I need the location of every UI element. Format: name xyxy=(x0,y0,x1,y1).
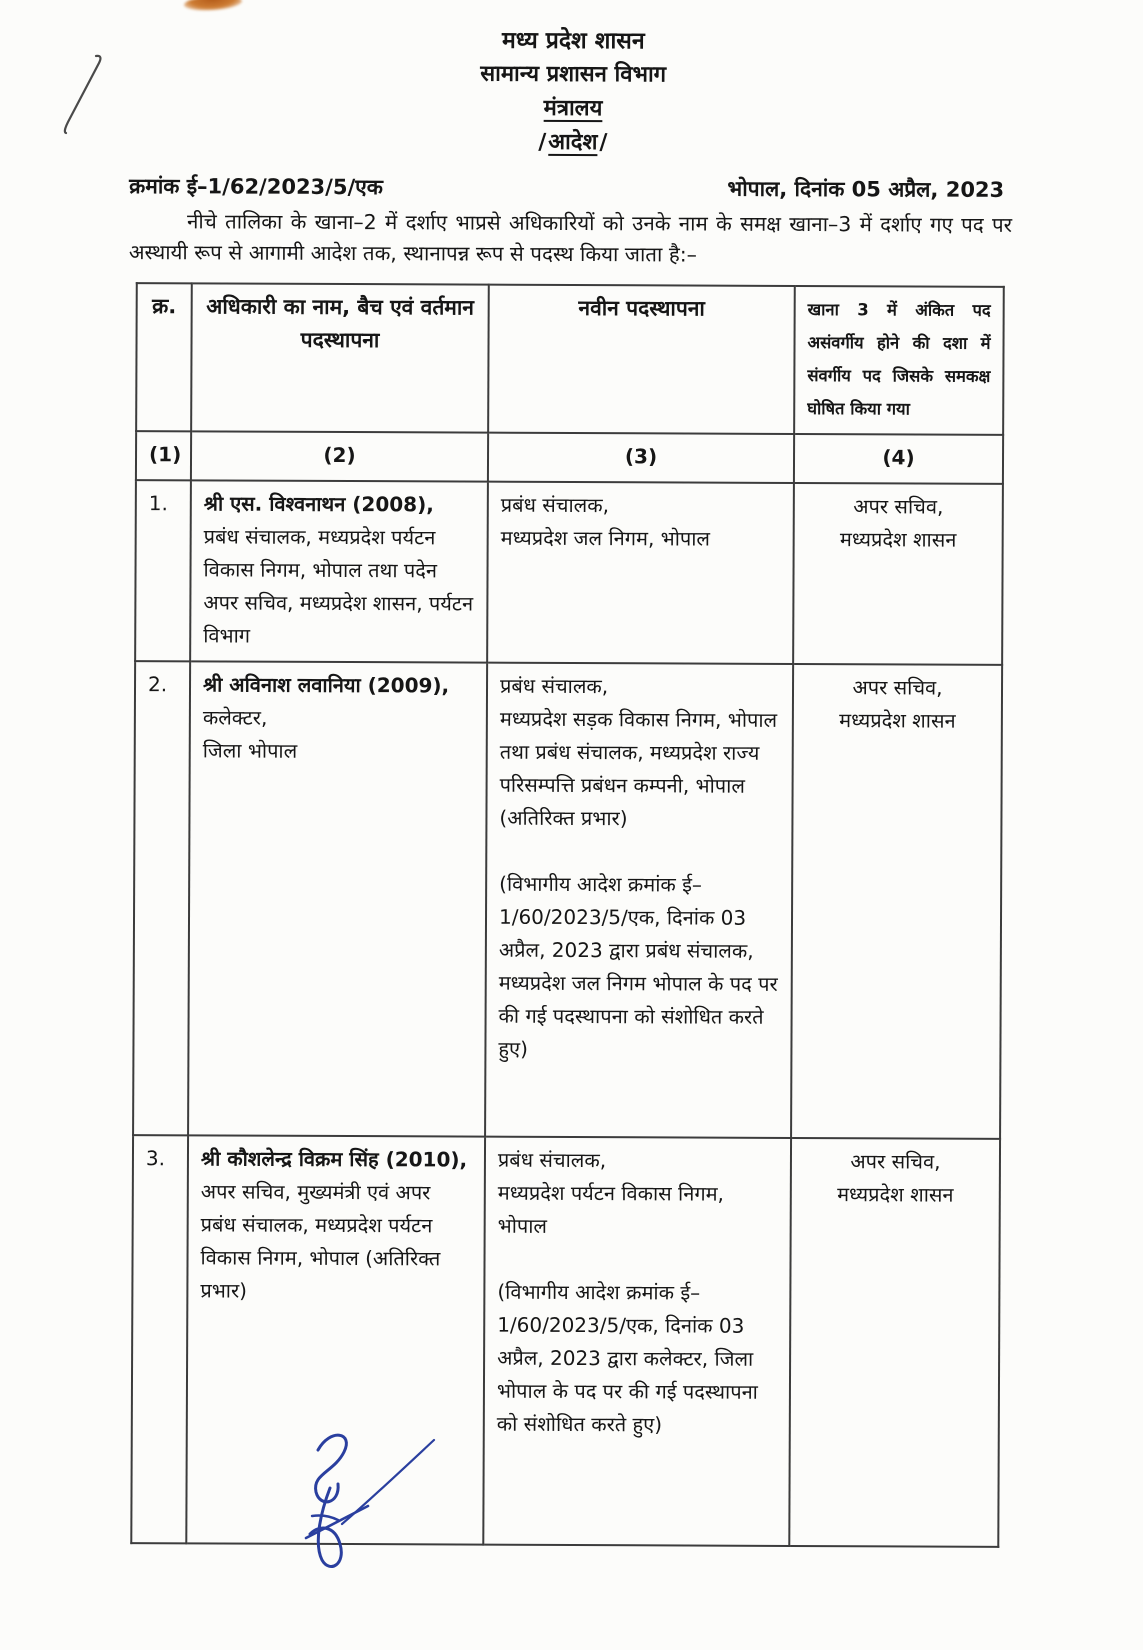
officer-details: कलेक्टर, जिला भोपाल xyxy=(202,705,298,763)
col-number-2: (2) xyxy=(191,431,488,481)
department-title: सामान्य प्रशासन विभाग xyxy=(480,61,667,88)
row1-new-posting xyxy=(487,482,794,664)
order-title: /आदेश/ xyxy=(538,129,608,156)
row1-serial: 1. xyxy=(135,480,191,661)
row3-new-posting xyxy=(483,1137,791,1546)
header-new-posting: नवीन पदस्थापना xyxy=(488,285,795,434)
order-number: क्रमांक ई–1/62/2023/5/एक xyxy=(129,174,383,200)
officer-name: श्री एस. विश्वनाथन (2008), xyxy=(203,491,434,517)
header-officer: अधिकारी का नाम, बैच एवं वर्तमान पदस्थापना xyxy=(191,283,489,432)
row1-equivalent-post: अपर सचिव, मध्यप्रदेश शासन xyxy=(793,483,1003,665)
reference-line xyxy=(129,172,1004,204)
row2-equivalent-post: अपर सचिव, मध्यप्रदेश शासन xyxy=(791,664,1002,1139)
officer-details: अपर सचिव, मुख्यमंत्री एवं अपर प्रबंध संचालक, मध्यप्रदेश पर्यटन विकास निगम, भोपाल (अतिरिक्त प्रभार) xyxy=(200,1179,441,1303)
new-posting: प्रबंध संचालक, मध्यप्रदेश सड़क विकास निगम, भोपाल तथा प्रबंध संचालक, मध्यप्रदेश राज्य परिसम्पत्ति प्रबंधन कम्पनी, भोपाल (अतिरिक्त प्रभार) xyxy=(499,673,778,831)
government-title: मध्य प्रदेश शासन xyxy=(501,27,645,55)
officer-name: श्री अविनाश लवानिया (2009), xyxy=(202,672,450,698)
table-row xyxy=(133,661,1002,1139)
header-serial: क्र. xyxy=(136,283,192,431)
table-row xyxy=(135,480,1003,665)
col-number-3: (3) xyxy=(488,433,794,483)
officer-name: श्री कौशलेन्द्र विक्रम सिंह (2010), xyxy=(200,1146,468,1172)
row1-officer xyxy=(190,480,488,662)
col-number-4: (4) xyxy=(794,434,1003,484)
officer-details: प्रबंध संचालक, मध्यप्रदेश पर्यटन विकास निगम, भोपाल तथा पदेन अपर सचिव, मध्यप्रदेश शासन, पर्यटन विभाग xyxy=(203,524,474,648)
header-equivalent-post: खाना 3 में अंकित पद असंवर्गीय होने की दशा में संवर्गीय पद जिसके समकक्ष घोषित किया गया xyxy=(794,286,1004,435)
intro-paragraph: नीचे तालिका के खाना–2 में दर्शाए भाप्रसे अधिकारियों को उनके नाम के समक्ष खाना–3 में दर्शाए गए पद पर अस्थायी रूप से आगामी आदेश तक, स्थानापन्न रूप से पदस्थ किया जाता है:– xyxy=(128,209,1013,267)
ministry-title: मंत्रालय xyxy=(543,95,603,122)
table-header-row xyxy=(136,283,1004,435)
row2-officer xyxy=(188,661,487,1136)
row2-new-posting xyxy=(485,663,793,1138)
new-posting: प्रबंध संचालक, मध्यप्रदेश पर्यटन विकास निगम, भोपाल xyxy=(497,1147,724,1238)
posting-order-table xyxy=(130,282,1004,1548)
table-row xyxy=(131,1135,1000,1547)
order-amendment-note: (विभागीय आदेश क्रमांक ई–1/60/2023/5/एक, दिनांक 03 अप्रैल, 2023 द्वारा कलेक्टर, जिला भोपाल के पद पर की गई पदस्थापना को संशोधित करते हुए) xyxy=(496,1279,758,1437)
signature-icon xyxy=(272,1418,467,1578)
row2-serial: 2. xyxy=(133,661,190,1135)
document-header xyxy=(1,22,1143,163)
order-amendment-note: (विभागीय आदेश क्रमांक ई–1/60/2023/5/एक, दिनांक 03 अप्रैल, 2023 द्वारा प्रबंध संचालक, मध्यप्रदेश जल निगम भोपाल के पद पर की गई पदस्थापना को संशोधित करते हुए) xyxy=(498,871,778,1061)
new-posting: प्रबंध संचालक, मध्यप्रदेश जल निगम, भोपाल xyxy=(500,492,711,551)
column-number-row xyxy=(136,431,1003,484)
row3-equivalent-post: अपर सचिव, मध्यप्रदेश शासन xyxy=(789,1138,1000,1547)
place-and-date: भोपाल, दिनांक 05 अप्रैल, 2023 xyxy=(727,176,1005,202)
col-number-1: (1) xyxy=(136,431,191,480)
row3-serial: 3. xyxy=(131,1135,188,1543)
